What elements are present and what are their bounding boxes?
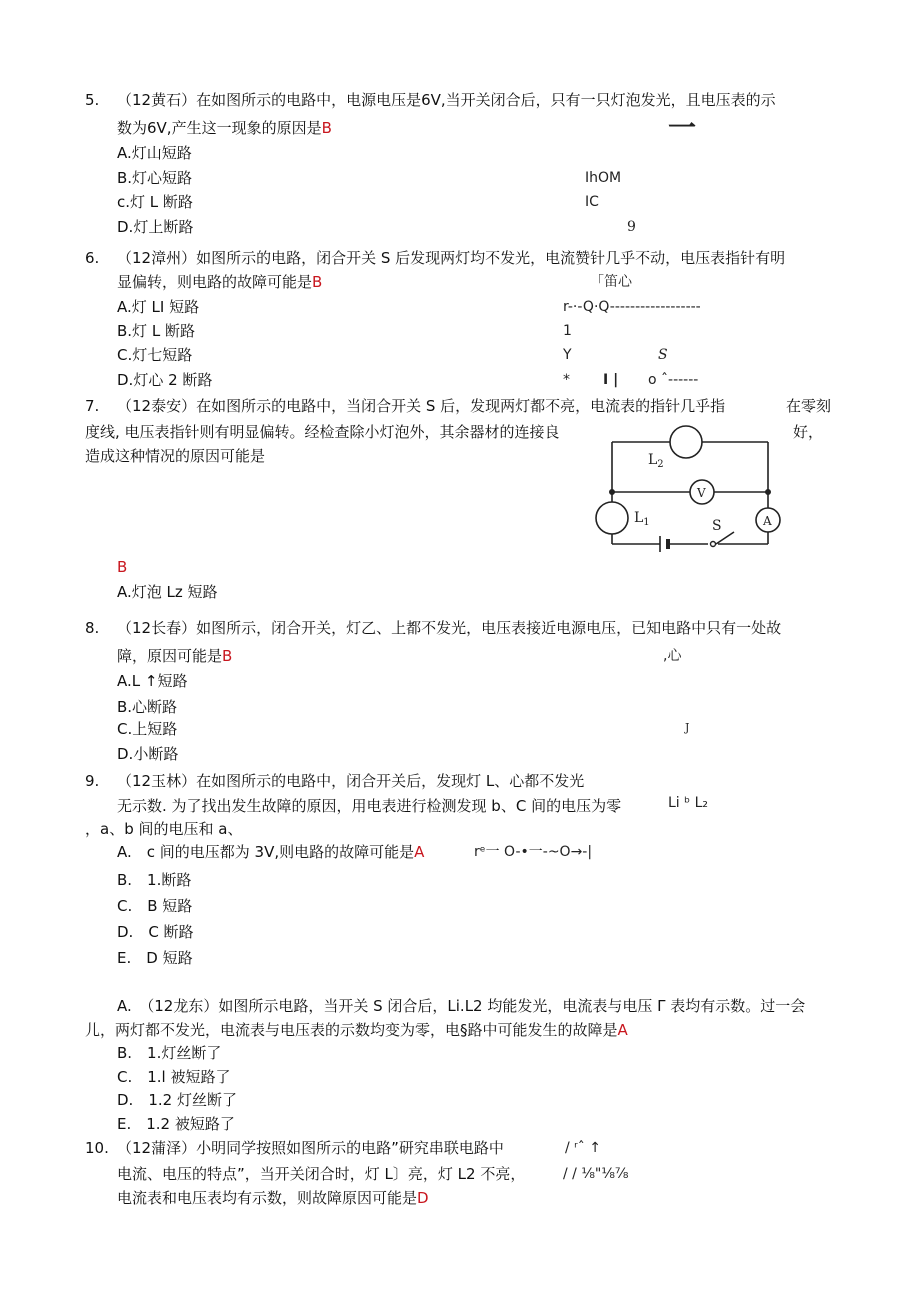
q5-option-a: A.灯山短路 — [117, 144, 192, 162]
q5-number: 5. — [85, 91, 100, 109]
q10a-option-c: C. 1.l 被短路了 — [117, 1068, 231, 1086]
q6-stem-line1: （12漳州）如图所示的电路，闭合开关 S 后发现两灯均不发光，电流赞针几乎不动，电压表指针有明 — [117, 249, 786, 267]
q10-stem-line3: 电流表和电压表均有示数，则故障原因可能是D — [117, 1189, 429, 1207]
q6-answer: B — [312, 273, 323, 291]
q9-number: 9. — [85, 772, 100, 790]
q7-option-a: A.灯泡 Lz 短路 — [117, 583, 218, 601]
q8-answer: B — [222, 647, 233, 665]
q6-figure-label-7: o ˆ------ — [648, 372, 699, 388]
q10a-option-b: B. 1.灯丝断了 — [117, 1044, 222, 1062]
q7-number: 7. — [85, 397, 100, 415]
q5-figure-label-3: 9 — [627, 219, 636, 235]
q7-answer: B — [117, 558, 128, 576]
q8-option-c: C.上短路 — [117, 720, 178, 738]
q10-stem-line2: 电流、电压的特点”，当开关闭合时，灯 L〕亮，灯 L2 不亮， — [117, 1165, 526, 1183]
q9-stem-line2: 无示数. 为了找出发生故障的原因，用电表进行检测发现 b、C 间的电压为零 — [117, 797, 622, 815]
q5-stem-line1: （12黄石）在如图所示的电路中，电源电压是6V,当开关闭合后，只有一只灯泡发光，且电压表的示 — [117, 91, 776, 109]
q8-figure-label-2: J — [685, 721, 690, 734]
q9-stem-line1: （12玉林）在如图所示的电路中，闭合开关后，发现灯 L、心都不发光 — [117, 772, 585, 790]
q6-figure-label-2: 1 — [563, 323, 572, 339]
q6-figure-label-3: Y — [563, 347, 572, 363]
q5-option-b: B.灯心短路 — [117, 169, 193, 187]
q10-figure-label-2: / / ⅛"⅛⅞ — [563, 1166, 629, 1182]
q8-option-b: B.心断路 — [117, 698, 178, 716]
lamp-l1 — [596, 502, 628, 534]
q9-answer: A — [414, 843, 425, 861]
q6-figure-label-6: I | — [603, 372, 619, 388]
q5-option-c: c.灯 L 断路 — [117, 193, 193, 211]
q6-number: 6. — [85, 249, 100, 267]
q9-stem-line3: ，a、b 间的电压和 a、 — [85, 820, 243, 838]
q10-answer: D — [417, 1189, 429, 1207]
junction-dot — [766, 490, 771, 495]
q8-figure-label-1: ,心 — [663, 648, 682, 664]
q8-option-d: D.小断路 — [117, 745, 179, 763]
q5-option-d: D.灯上断路 — [117, 218, 194, 236]
q6-option-d: D.灯心 2 断路 — [117, 371, 213, 389]
q10-figure-label-1: / ʳˆ ↑ — [565, 1140, 601, 1156]
q10-stem-line1: （12蒲泽）小明同学按照如图所示的电路”研究串联电路中 — [117, 1139, 504, 1157]
q5-stem-line2: 数为6V,产生这一现象的原因是B — [117, 119, 332, 137]
q7-circuit-diagram — [590, 420, 790, 555]
q6-figure-label-4: S — [658, 347, 668, 363]
q10a-answer: A — [617, 1021, 628, 1039]
q9-figure-wire: rᵉ一 O-•一-~O→-| — [474, 844, 593, 860]
switch-contact — [711, 542, 716, 547]
q10a-option-d: D. 1.2 灯丝断了 — [117, 1091, 237, 1109]
q8-stem-line1: （12长春）如图所示，闭合开关，灯乙、上都不发光，电压表接近电源电压，已知电路中只有一处故 — [117, 619, 782, 637]
label-l2: $L_2$ — [648, 452, 664, 470]
q5-answer: B — [321, 119, 332, 137]
label-ammeter: A — [763, 514, 772, 528]
junction-dot — [610, 490, 615, 495]
q6-option-b: B.灯 L 断路 — [117, 322, 195, 340]
q8-number: 8. — [85, 619, 100, 637]
q7-stem-line1-end: 在零刻 — [786, 397, 832, 415]
q6-figure-label-5: * — [563, 372, 570, 388]
q6-option-a: A.灯 LI 短路 — [117, 298, 200, 316]
q7-stem-line2: 度线, 电压表指针则有明显偏转。经检查除小灯泡外，其余器材的连接良 — [85, 423, 560, 441]
q9-option-e: E. D 短路 — [117, 949, 193, 967]
label-switch: S — [712, 518, 722, 534]
q10-number: 10. — [85, 1139, 109, 1157]
lamp-l2 — [670, 426, 702, 458]
q10a-stem-line2: 儿，两灯都不发光，电流表与电压表的示数均变为零，电§路中可能发生的故障是A — [85, 1021, 628, 1039]
q9-option-c: C. B 短路 — [117, 897, 193, 915]
q7-stem-line1: （12泰安）在如图所示的电路中，当闭合开关 S 后，发现两灯都不亮，电流表的指针几乎指 — [117, 397, 726, 415]
q10a-option-e: E. 1.2 被短路了 — [117, 1115, 235, 1133]
q9-option-b: B. 1.断路 — [117, 871, 192, 889]
q10a-stem-line1: A. （12龙东）如图所示电路，当开关 S 闭合后，Li.L2 均能发光，电流表与电压 Γ 表均有示数。过一会 — [117, 997, 806, 1015]
label-voltmeter: V — [697, 486, 706, 500]
label-l1: $L_1$ — [634, 510, 650, 528]
q6-figure-label-1: 「笛心 — [590, 274, 632, 290]
q8-stem-line2: 障，原因可能是B — [117, 647, 233, 665]
q5-figure-label-2: IC — [585, 194, 599, 210]
q9-option-d: D. C 断路 — [117, 923, 194, 941]
q9-figure-label-1: Li ᵇ L₂ — [668, 795, 708, 811]
q6-option-c: C.灯七短路 — [117, 346, 193, 364]
q7-stem-line3: 造成这种情况的原因可能是 — [85, 447, 266, 465]
q5-figure-label-1: IhOM — [585, 170, 622, 186]
q5-figure-mark: 一 — [668, 111, 697, 144]
q7-stem-line2-end: 好， — [793, 423, 824, 441]
q8-option-a: A.L ↑短路 — [117, 672, 188, 690]
q6-stem-line2: 显偏转，则电路的故障可能是B — [117, 273, 323, 291]
q6-figure-wire: r-·-Q·Q------------------ — [563, 299, 701, 315]
q9-option-a: A. c 间的电压都为 3V,则电路的故障可能是A — [117, 843, 425, 861]
